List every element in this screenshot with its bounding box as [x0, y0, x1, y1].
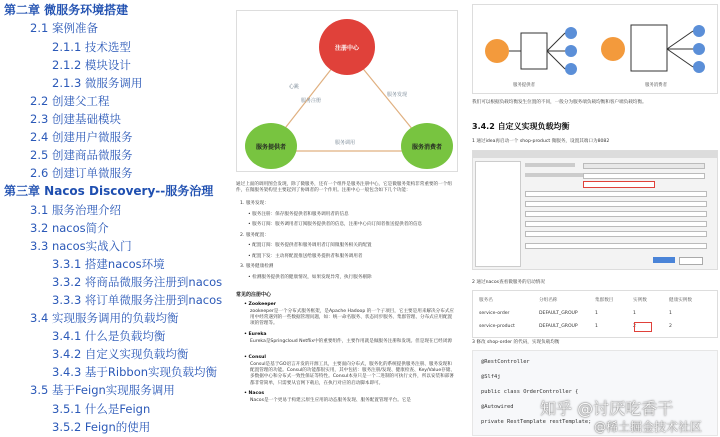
- toc-section-link[interactable]: 3.5.2 Feign的使用: [52, 420, 151, 434]
- ide-titlebar: [473, 151, 717, 158]
- ide-field: [583, 163, 705, 169]
- ide-tree-panel: [475, 161, 521, 267]
- toc-chapter-link[interactable]: 第二章 微服务环境搭建: [4, 3, 129, 17]
- nacos-service-table: [472, 290, 718, 338]
- watermark-zhihu: 知乎 @讨厌吃香干: [540, 399, 674, 418]
- toc-section-link[interactable]: 3.1 服务治理介绍: [30, 203, 121, 217]
- registry-diagram: [236, 10, 458, 172]
- ide-field: [525, 221, 707, 227]
- label-discover: 服务发现: [387, 92, 408, 98]
- instance-count-highlight: [634, 322, 652, 332]
- function-list-item: • 检测服务提供者的健康情况，如果发现异常，执行服务剔除: [248, 274, 372, 280]
- toc-section-link[interactable]: 3.5 基于Feign实现服务调用: [30, 383, 175, 397]
- lb-note: 我们可以根据负载均衡发生位置的不同，一般分为服务端负载均衡和客户端负载均衡。: [472, 100, 647, 105]
- toc-section-link[interactable]: 3.3 nacos实战入门: [30, 239, 132, 253]
- common-registry-heading: 常见的注册中心: [236, 292, 272, 298]
- toc-section-link[interactable]: 3.4.2 自定义实现负载均衡: [52, 347, 189, 361]
- load-balance-diagram-shapes: [473, 5, 717, 93]
- toc-section-link[interactable]: 3.4.3 基于Ribbon实现负载均衡: [52, 365, 218, 379]
- toc-section-link[interactable]: 2.1.1 技术选型: [52, 40, 131, 54]
- ide-field: [525, 211, 707, 217]
- ide-field: [525, 191, 707, 197]
- code-line: @Slf4j: [481, 374, 501, 380]
- function-list-item: 3. 服务健康检测: [240, 264, 274, 269]
- table-of-contents: [0, 0, 222, 437]
- document-page-left: [226, 0, 466, 437]
- provider-node: 服务提供者: [245, 123, 297, 169]
- table-cell: 2: [633, 324, 636, 329]
- registry-description: Nacos是一个更易于构建云原生应用的动态服务发现、服务配置管理平台。它是: [250, 397, 411, 403]
- mini-label-right: 服务消费者: [645, 83, 667, 88]
- toc-section-link[interactable]: 3.4.1 什么是负载均衡: [52, 329, 166, 343]
- code-line: private RestTemplate restTemplate;: [481, 419, 592, 425]
- label-register: 服务注册: [301, 98, 322, 104]
- table-cell: 1: [595, 311, 598, 316]
- toc-section-link[interactable]: 2.4 创建用户微服务: [30, 130, 133, 144]
- ide-config-screenshot: [472, 150, 718, 270]
- table-cell: service-order: [479, 311, 510, 316]
- function-list-item: 2. 服务配置：: [240, 232, 269, 238]
- label-heartbeat: 心跳: [289, 84, 300, 90]
- code-line: @RestController: [481, 359, 530, 365]
- table-cell: 实例数: [633, 298, 647, 303]
- intro-paragraph: 通过上面的调用图会发现，除了微服务，还有一个组件是服务注册中心，它是微服务架构非常重要的一个组件，在微服务架构里主要起到了协调者的一个作用。注册中心一般包含如下几个功能：: [236, 182, 452, 194]
- table-cell: 服务名: [479, 298, 493, 303]
- step-2: 2 通过nacos查看微服务的启动情况: [472, 280, 545, 285]
- toc-chapter-link[interactable]: 第三章 Nacos Discovery--服务治理: [4, 184, 214, 198]
- ide-field: [525, 243, 707, 249]
- registry-node: 注册中心: [319, 19, 375, 75]
- ide-cancel-button: [679, 257, 703, 265]
- ide-highlighted-field: [583, 181, 655, 188]
- toc-section-link[interactable]: 3.3.1 搭建nacos环境: [52, 257, 165, 271]
- ide-field: [525, 163, 575, 167]
- toc-section-link[interactable]: 2.2 创建父工程: [30, 94, 110, 108]
- function-list-item: 1. 服务发现：: [240, 201, 269, 206]
- table-cell: 集群数目: [595, 298, 614, 303]
- registry-name: • Zookeeper: [244, 302, 277, 307]
- toc-section-link[interactable]: 3.2 nacos简介: [30, 221, 109, 235]
- function-list-item: • 配置订阅：服务提供者和服务调用者订阅微服务相关的配置: [248, 243, 372, 248]
- function-list-item: • 服务注册：保存服务提供者和服务调用者的信息: [248, 211, 349, 217]
- registry-description: zookeeper是一个分布式服务框架，是Apache Hadoop 的一个子项目，它主要是用来解决分布式应用中经常遇到的一些数据管理问题，如：统一命名服务、状态同步服务、集群管理、分布式应用配置项的管理等。: [250, 309, 455, 327]
- toc-section-link[interactable]: 2.1.2 模块设计: [52, 58, 131, 72]
- registry-description: Eureka是Springcloud Netflix中的重要组件，主要作用就是做服务注册和发现。但是现在已经闭源: [250, 338, 452, 344]
- consumer-node: 服务消费者: [401, 123, 453, 169]
- registry-description: Consul是基于GO语言开发的开源工具，主要面向分布式，服务化的系统提供服务注册、服务发现和配置管理的功能。Consul的功能都很实用，其中包括：服务注册/发现、健康检查、Key/Value存储、多数据中心和分布式一致性保证等特性。Consul本身只是一个二进制的可执行文件，所以安装和部署都非常简单，只需要从官网下载后，在执行对应的启动脚本即可。: [250, 362, 455, 386]
- toc-section-link[interactable]: 3.3.3 将订单微服务注册到nacos: [52, 293, 223, 307]
- table-cell: 2: [669, 324, 672, 329]
- toc-section-link[interactable]: 2.6 创建订单微服务: [30, 166, 133, 180]
- section-3-4-2-title: 3.4.2 自定义实现负载均衡: [472, 122, 570, 131]
- code-line: public class OrderController {: [481, 389, 579, 395]
- mini-label-left: 服务提供者: [513, 83, 535, 88]
- table-cell: 分组名称: [539, 298, 558, 303]
- toc-section-link[interactable]: 2.1 案例准备: [30, 21, 98, 35]
- table-cell: 1: [595, 324, 598, 329]
- ide-field: [525, 201, 707, 207]
- label-call: 服务调用: [335, 140, 356, 146]
- toc-section-link[interactable]: 3.3.2 将商品微服务注册到nacos: [52, 275, 223, 289]
- ide-ok-button: [653, 257, 675, 263]
- watermark-juejin: @稀土掘金技术社区: [594, 420, 703, 434]
- step-1: 1 通过idea再启动一个 shop-product 微服务，设置其端口为8082: [472, 139, 610, 144]
- registry-name: • Eureka: [244, 331, 267, 337]
- table-cell: service-product: [479, 324, 515, 329]
- toc-section-link[interactable]: 2.5 创建商品微服务: [30, 148, 133, 162]
- toc-section-link[interactable]: 2.3 创建基础模块: [30, 112, 121, 126]
- load-balance-diagram: [472, 4, 718, 94]
- registry-name: • Nacos: [244, 390, 265, 396]
- ide-field: [525, 173, 585, 177]
- ide-field: [583, 173, 705, 179]
- code-line: @Autowired: [481, 404, 514, 410]
- table-cell: 健康实例数: [669, 298, 692, 303]
- function-list-item: • 服务订阅：服务调用者订阅服务提供者的信息，注册中心向订阅者推送提供者的信息: [248, 222, 423, 227]
- table-cell: 1: [633, 311, 636, 316]
- document-page-right: [468, 0, 720, 437]
- ide-field: [525, 231, 707, 237]
- registry-name: • Consul: [244, 355, 266, 360]
- toc-section-link[interactable]: 3.5.1 什么是Feign: [52, 402, 151, 416]
- function-list-item: • 配置下发：主动将配置推送给服务提供者和服务调用者: [248, 253, 363, 259]
- step-3: 3 修改 shop-order 的代码，实现负载均衡: [472, 340, 560, 345]
- table-cell: DEFAULT_GROUP: [539, 311, 578, 316]
- table-cell: DEFAULT_GROUP: [539, 324, 578, 329]
- table-cell: 1: [669, 311, 672, 316]
- toc-section-link[interactable]: 3.4 实现服务调用的负载均衡: [30, 311, 179, 325]
- toc-section-link[interactable]: 2.1.3 微服务调用: [52, 76, 143, 90]
